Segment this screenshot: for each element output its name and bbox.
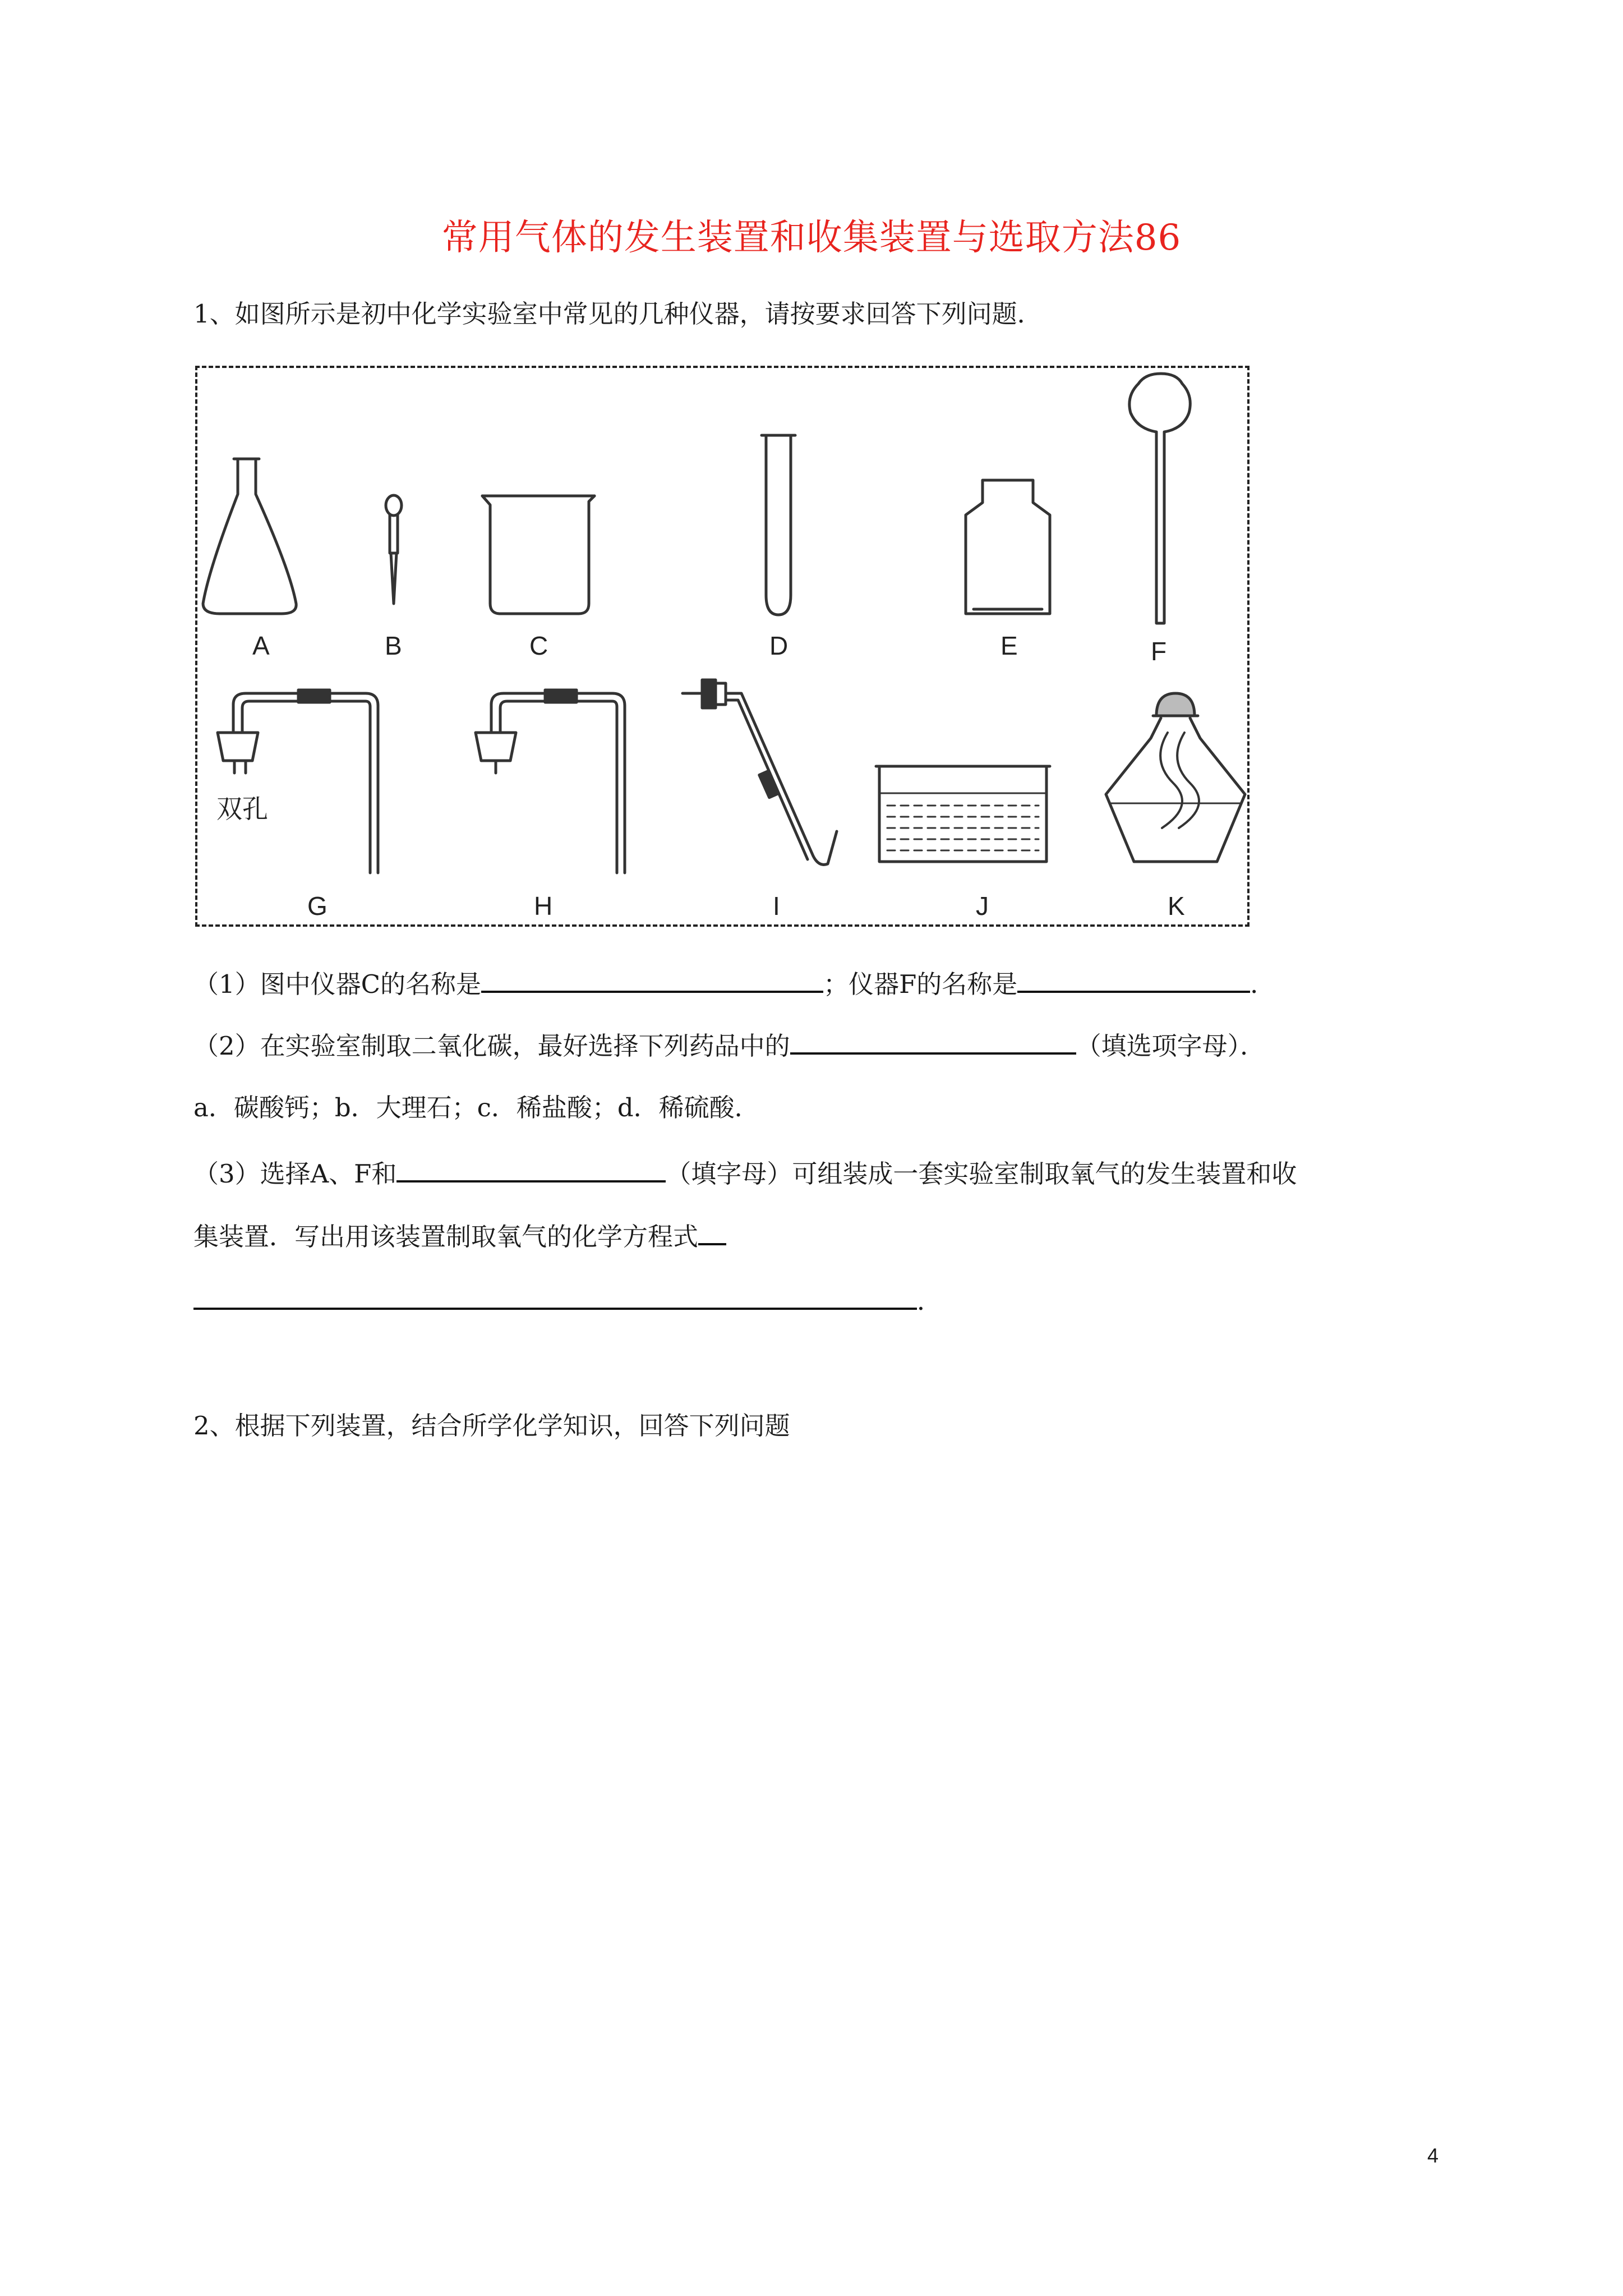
part-3-text-c: 集装置．写出用该装置制取氧气的化学方程式: [193, 1222, 699, 1251]
test-tube-icon: [762, 435, 795, 615]
question-1-equation-line: [193, 1282, 942, 1318]
part-1-text-c: ．: [1250, 969, 1276, 999]
double-hole-note: 双孔: [216, 794, 268, 824]
answer-blank-f-name[interactable]: [1017, 965, 1250, 993]
part-3-end: ．: [917, 1286, 943, 1316]
label-a: A: [252, 631, 270, 660]
apparatus-figure: [195, 366, 1249, 927]
dropper-icon: [386, 495, 402, 604]
part-2-text-b: （填选项字母）．: [1076, 1031, 1266, 1061]
answer-blank-apparatus[interactable]: [396, 1154, 666, 1182]
answer-blank-equation[interactable]: [193, 1282, 917, 1310]
single-hole-stopper-tube-icon: [476, 690, 625, 873]
answer-blank-c-name[interactable]: [481, 965, 823, 993]
part-2-text-a: （2）在实验室制取二氧化碳，最好选择下列药品中的: [193, 1031, 790, 1061]
alcohol-lamp-icon: [1106, 693, 1245, 862]
conical-flask-icon: [203, 459, 296, 614]
page-title: 常用气体的发生装置和收集装置与选取方法86: [441, 217, 1182, 259]
gas-jar-icon: [966, 480, 1050, 614]
water-trough-icon: [876, 766, 1050, 862]
answer-blank-co2-reagents[interactable]: [790, 1027, 1076, 1055]
question-1-part-3: [193, 1154, 1297, 1191]
question-1-part-3-cont: [193, 1217, 726, 1254]
label-c: C: [529, 631, 548, 660]
label-e: E: [1000, 631, 1018, 660]
label-i: I: [773, 891, 780, 921]
part-1-text-a: （1）图中仪器C的名称是: [193, 969, 482, 999]
question-2-stem: 2、根据下列装置，结合所学化学知识，回答下列问题: [193, 1411, 790, 1441]
part-1-text-b: ；仪器F的名称是: [823, 969, 1018, 999]
question-1-stem: 1、如图所示是初中化学实验室中常见的几种仪器，请按要求回答下列问题．: [193, 299, 1043, 329]
part-3-text-b: （填字母）可组装成一套实验室制取氧气的发生装置和收: [666, 1159, 1297, 1189]
label-f: F: [1151, 637, 1167, 666]
question-1-part-2: [193, 1027, 1265, 1063]
label-g: G: [307, 891, 328, 921]
page-number: 4: [1427, 2144, 1439, 2167]
label-h: H: [534, 891, 553, 921]
label-d: D: [769, 631, 789, 660]
label-b: B: [385, 631, 402, 660]
beaker-icon: [482, 496, 594, 614]
question-1-part-1: [193, 965, 1275, 1001]
label-k: K: [1168, 891, 1185, 921]
question-1-options: a．碳酸钙；b．大理石；c．稀盐酸；d．稀硫酸．: [193, 1093, 760, 1122]
label-j: J: [976, 891, 989, 921]
part-3-text-a: （3）选择A、F和: [193, 1159, 397, 1189]
answer-blank-equation-start[interactable]: [698, 1217, 726, 1245]
long-neck-funnel-icon: [1129, 374, 1190, 623]
stopper-delivery-tube-icon: [683, 680, 837, 864]
double-hole-stopper-tube-icon: [218, 690, 378, 873]
